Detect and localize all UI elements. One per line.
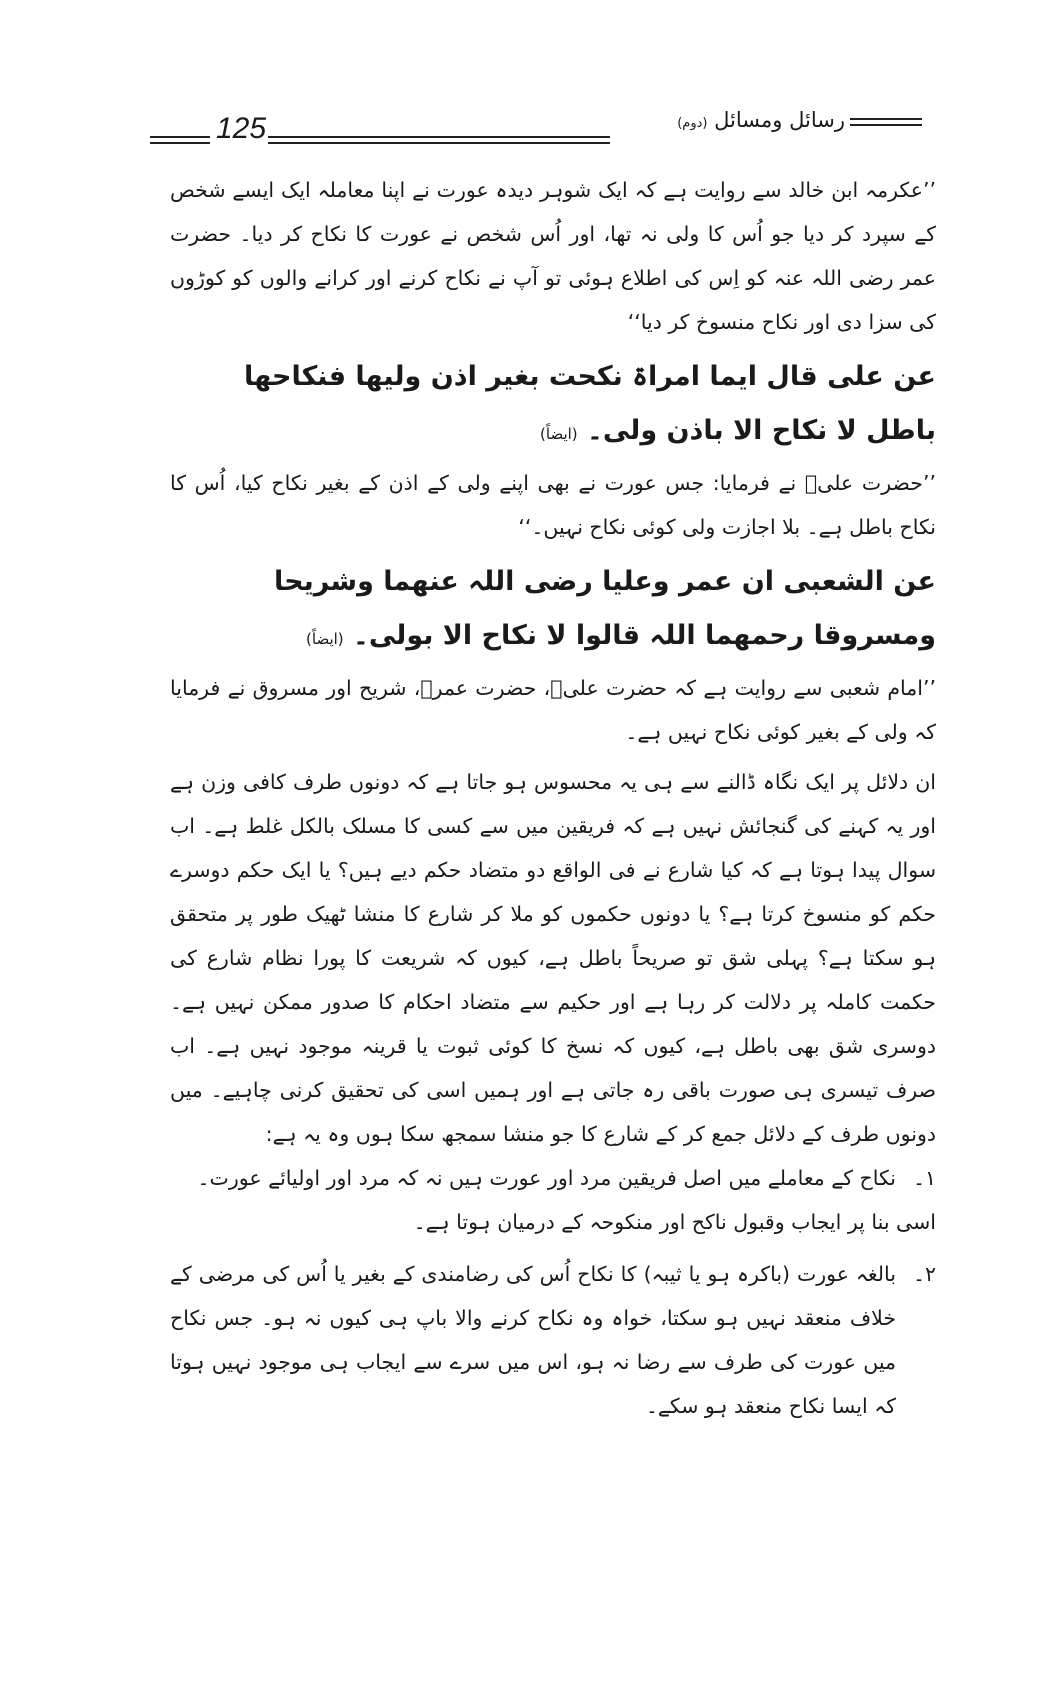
reference-label: (ایضاً) [306,630,344,648]
arabic-hadith-shabi [170,555,936,666]
reference-label: (ایضاً) [540,425,578,443]
page-body [170,168,936,1428]
list-item-number: ۱۔ [912,1166,936,1190]
header-rule-left [150,136,210,144]
arabic-hadith-ali-text: عن علی قال ایما امراۃ نکحت بغیر اذن ولیھا فنکاحھا باطل لا نکاح الا باذن ولی۔ [244,361,936,446]
quote-shabi-translation: ’’امام شعبی سے روایت ہے کہ حضرت علیؓ، حضرت عمرؓ، شریح اور مسروق نے فرمایا کہ ولی کے بغیر کوئی نکاح نہیں ہے۔ [170,676,937,744]
header-rule-middle [268,136,610,144]
volume-label: (دوم) [677,116,708,131]
list-item-number: ۲۔ [912,1262,936,1286]
header-rule-right [850,118,922,126]
book-title-text: رسائل ومسائل [714,108,845,132]
list-item-1-continuation: اسی بنا پر ایجاب وقبول ناکح اور منکوحہ کے درمیان ہوتا ہے۔ [413,1210,936,1234]
list-item-2 [170,1252,936,1428]
page-header [150,108,922,148]
book-title [620,108,845,132]
quote-ali-translation: ’’حضرت علیؓ نے فرمایا: جس عورت نے بھی اپنے ولی کے اذن کے بغیر نکاح کیا، اُس کا نکاح باطل ہے۔ بلا اجازت ولی کوئی نکاح نہیں۔‘‘ [170,471,936,539]
arabic-hadith-ali [170,350,936,461]
page-number: 125 [216,112,267,145]
list-item-text: نکاح کے معاملے میں اصل فریقین مرد اور عورت ہیں نہ کہ مرد اور اولیائے عورت۔ [197,1166,896,1190]
quote-ikrimah: ’’عکرمہ ابن خالد سے روایت ہے کہ ایک شوہر دیدہ عورت نے اپنا معاملہ ایک ایسے شخص کے سپرد کر دیا جو اُس کا ولی نہ تھا، اور اُس شخص نے عورت کا نکاح کر دیا۔ حضرت عمر رضی اللہ عنہ کو اِس کی اطلاع ہوئی تو آپ نے نکاح کرنے اور کرانے والوں کو کوڑوں کی سزا دی اور نکاح منسوخ کر دیا‘‘ [170,178,936,334]
list-item-text: بالغہ عورت (باکرہ ہو یا ثیبہ) کا نکاح اُس کی رضامندی کے بغیر یا اُس کی مرضی کے خلاف منعقد نہیں ہو سکتا، خواہ وہ نکاح کرنے والا باپ ہی کیوں نہ ہو۔ جس نکاح میں عورت کی طرف سے رضا نہ ہو، اس میں سرے سے ایجاب ہی موجود نہیں ہوتا کہ ایسا نکاح منعقد ہو سکے۔ [170,1262,896,1418]
list-item-1 [170,1156,936,1200]
arabic-hadith-shabi-text: عن الشعبی ان عمر وعلیا رضی اللہ عنھما وشریحا ومسروقا رحمھما اللہ قالوا لا نکاح الا بولی۔ [273,566,936,651]
discussion-paragraph: ان دلائل پر ایک نگاہ ڈالنے سے ہی یہ محسوس ہو جاتا ہے کہ دونوں طرف کافی وزن ہے اور یہ کہنے کی گنجائش نہیں ہے کہ فریقین میں سے کسی کا مسلک بالکل غلط ہے۔ اب سوال پیدا ہوتا ہے کہ کیا شارع نے فی الواقع دو متضاد حکم دیے ہیں؟ یا ایک حکم دوسرے حکم کو منسوخ کرتا ہے؟ یا دونوں حکموں کو ملا کر شارع کا منشا ٹھیک طور پر متحقق ہو سکتا ہے؟ پہلی شق تو صریحاً باطل ہے، کیوں کہ شریعت کا پورا نظام شارع کی حکمت کاملہ پر دلالت کر رہا ہے اور حکیم سے متضاد احکام کا صدور ممکن نہیں ہے۔ دوسری شق بھی باطل ہے، کیوں کہ نسخ کا کوئی ثبوت یا قرینہ موجود نہیں ہے۔ اب صرف تیسری ہی صورت باقی رہ جاتی ہے اور ہمیں اسی کی تحقیق کرنی چاہیے۔ میں دونوں طرف کے دلائل جمع کر کے شارع کا جو منشا سمجھ سکا ہوں وہ یہ ہے: [170,770,936,1146]
